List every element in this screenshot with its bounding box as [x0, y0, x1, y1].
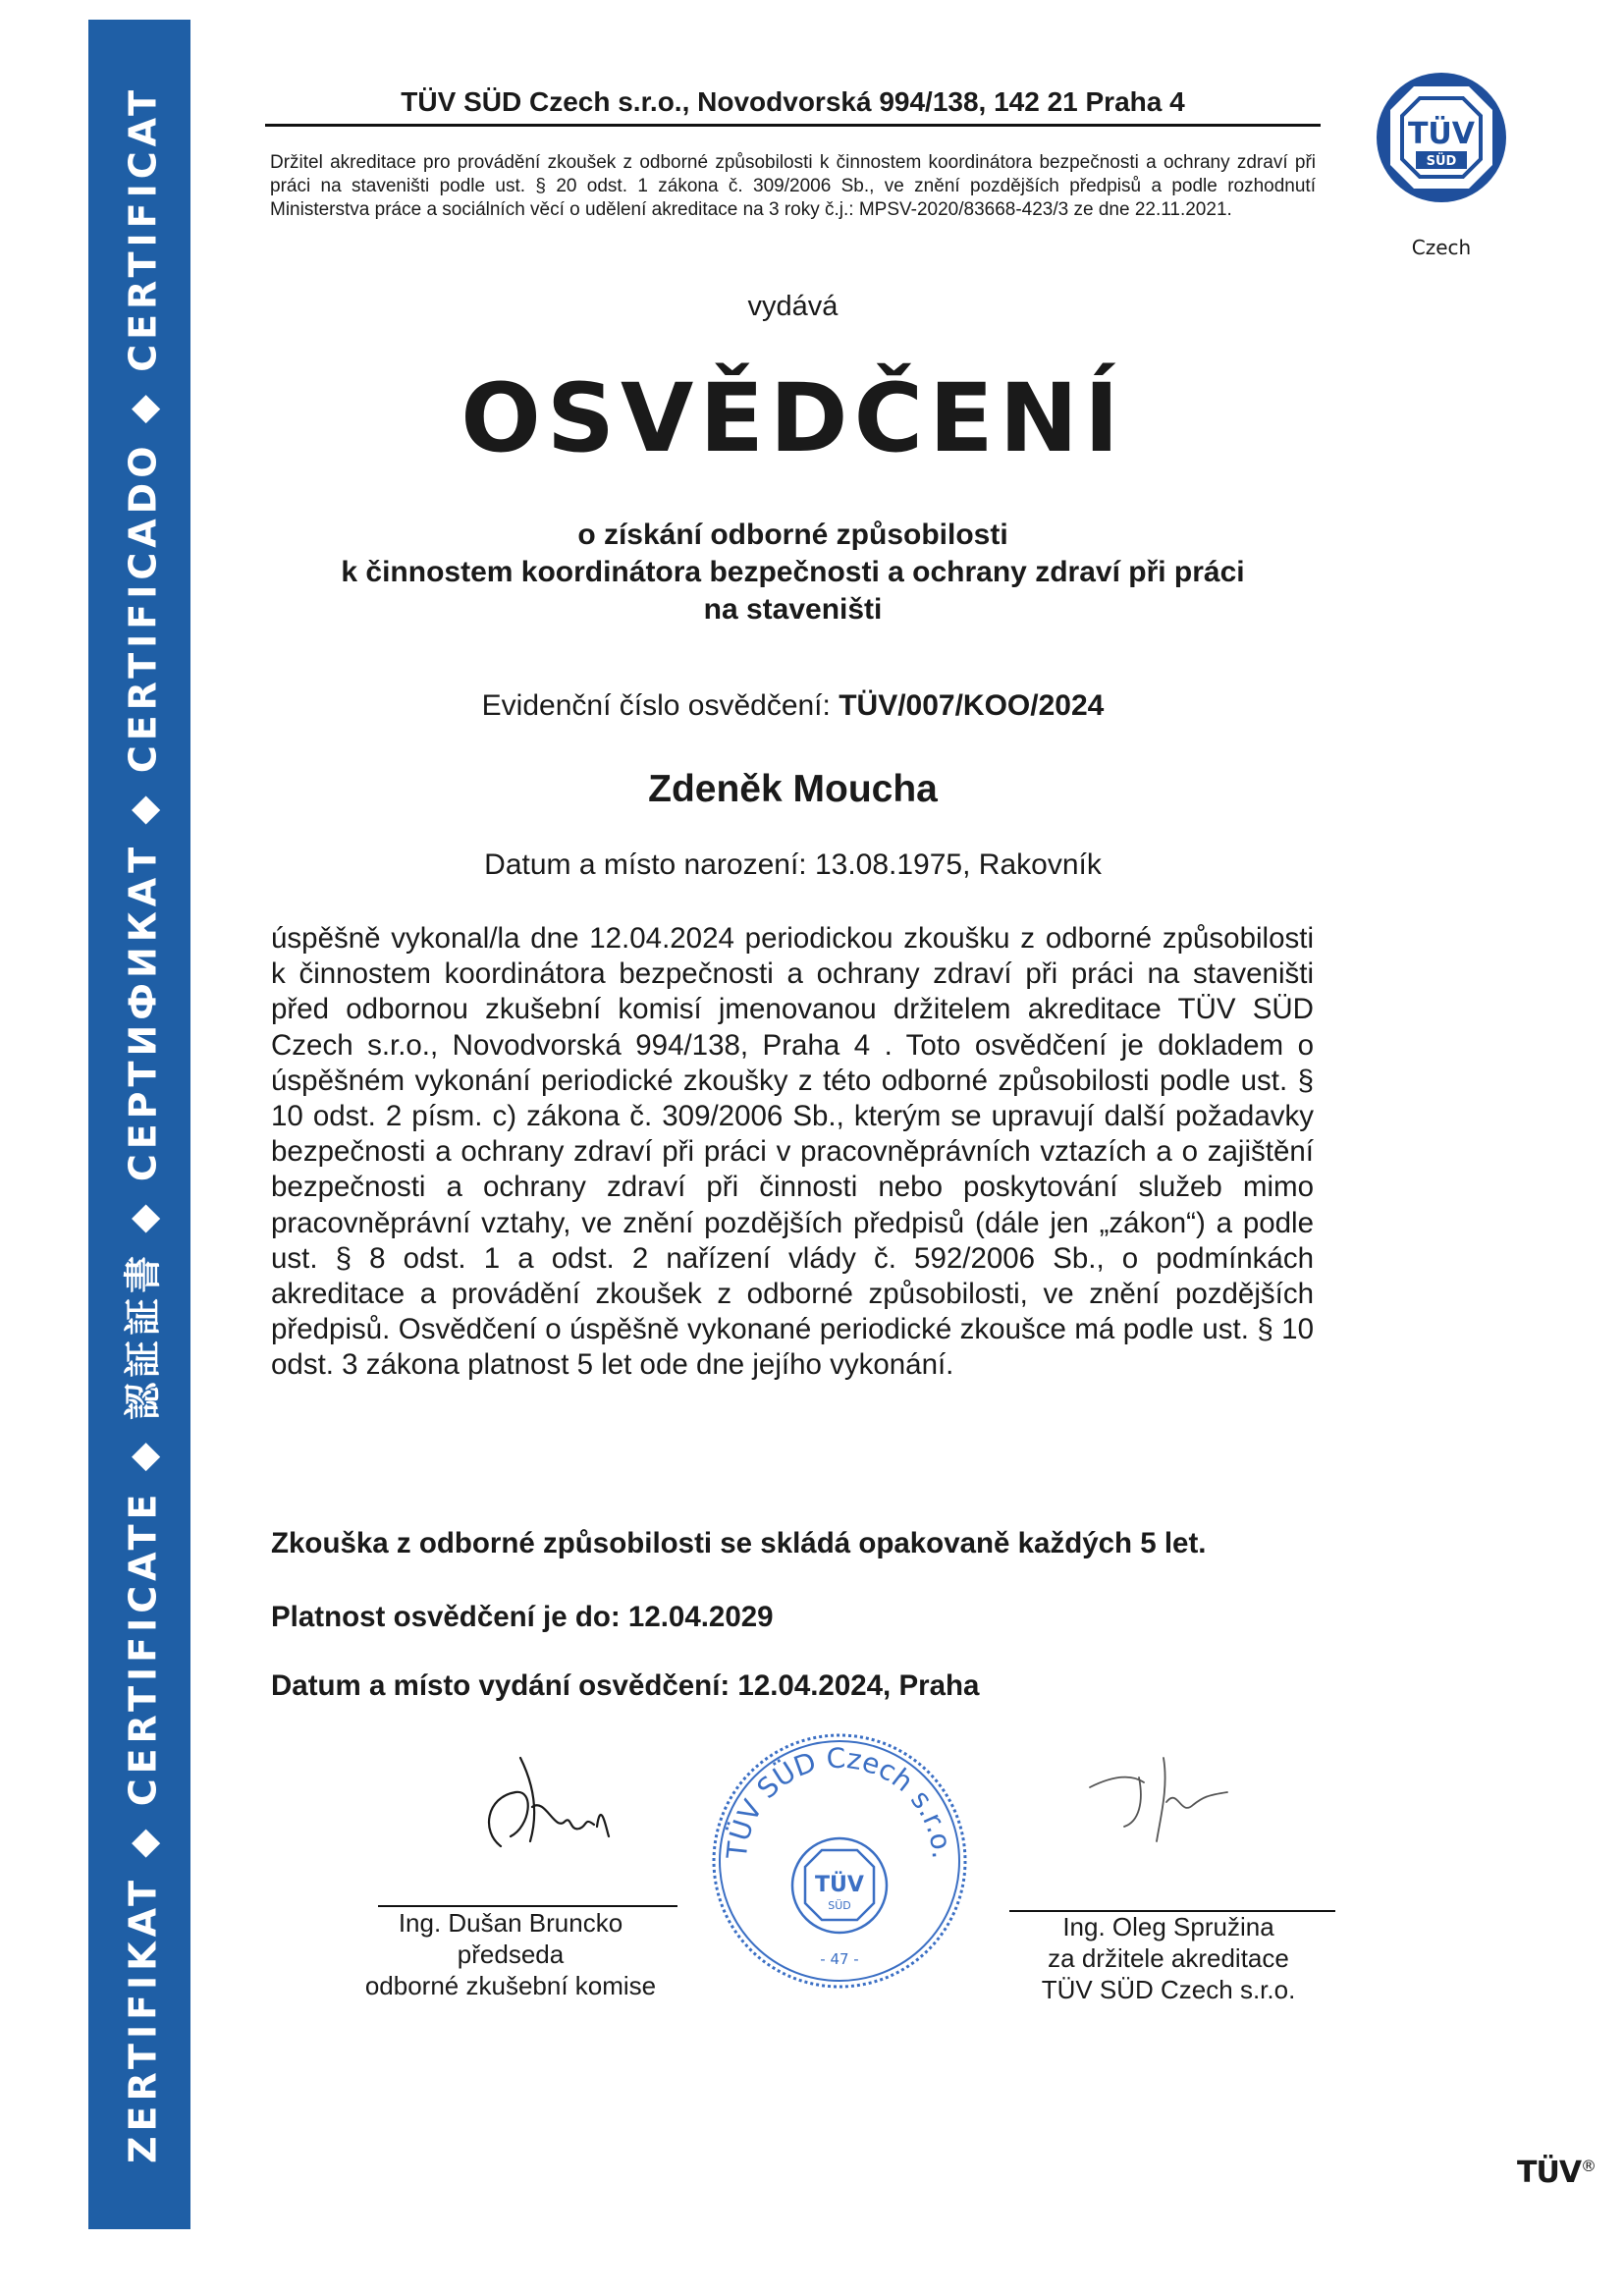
left-signatory-name: Ing. Dušan Bruncko: [398, 1908, 623, 1938]
stamp-logo-tuv: TÜV: [815, 1873, 864, 1897]
left-signature-block: [344, 1907, 677, 2001]
right-signatory-role: za držitele akreditace: [1048, 1943, 1289, 1973]
left-signatory-role-2: odborné zkušební komise: [364, 1971, 657, 2000]
validity-date: Platnost osvědčení je do: 12.04.2029: [271, 1601, 774, 1633]
issue-date-place: Datum a místo vydání osvědčení: 12.04.2024, Praha: [271, 1669, 980, 1702]
certificate-title: OSVĚDČENÍ: [460, 363, 1125, 473]
stamp-arc-text: TÜV SÜD Czech s.r.o.: [720, 1741, 959, 1861]
stamp-number: - 47 -: [820, 1950, 859, 1968]
footer-tuv-logo: [1517, 2156, 1596, 2190]
side-band-text: ZERTIFIKAT ◆ CERTIFICATE ◆ 認証証書 ◆ СЕРТИФИКАТ ◆ CERTIFICADO ◆ CERTIFICAT: [121, 84, 165, 2164]
accreditation-text: Držitel akreditace pro provádění zkoušek z odborné způsobilosti k činnostem koordinátora bezpečnosti a ochrany zdraví při práci na staveništi podle ust. § 20 odst. 1 zákona č. 309/2006 Sb., ve znění pozdějších předpisů a podle rozhodnutí Ministerstva práce a sociálních věcí o udělení akreditace na 3 roky č.j.: MPSV-2020/83668-423/3 ze dne 22.11.2021.: [270, 152, 1316, 220]
tuv-sud-logo: [1373, 69, 1510, 206]
right-signatory-name: Ing. Oleg Spružina: [1062, 1912, 1274, 1941]
certificate-side-band: [88, 20, 190, 2229]
subtitle-line-3: na staveništi: [703, 593, 883, 626]
right-signature: [1070, 1748, 1267, 1856]
subtitle-line-1: o získání odborné způsobilosti: [577, 519, 1008, 551]
footer-logo-text: TÜV: [1517, 2156, 1582, 2190]
right-signature-block: [1001, 1911, 1335, 2005]
registered-mark: ®: [1581, 2157, 1597, 2175]
certificate-subtitle: [265, 517, 1321, 629]
holder-name: Zdeněk Moucha: [648, 768, 938, 810]
official-stamp: [707, 1728, 972, 1994]
evidence-label: Evidenční číslo osvědčení:: [481, 689, 831, 722]
issues-label: vydává: [747, 291, 839, 322]
logo-sud-text: SÜD: [1426, 154, 1457, 169]
issuer-header: TÜV SÜD Czech s.r.o., Novodvorská 994/138, 142 21 Praha 4: [265, 86, 1321, 127]
birth-info: Datum a místo narození: 13.08.1975, Rakovník: [484, 848, 1102, 881]
evidence-number-line: [265, 689, 1321, 723]
subtitle-line-2: k činnostem koordinátora bezpečnosti a ochrany zdraví při práci: [341, 556, 1245, 588]
certificate-body-text: úspěšně vykonal/la dne 12.04.2024 periodickou zkoušku z odborné způsobilosti k činnostem koordinátora bezpečnosti a ochrany zdraví při práci na staveništi před odbornou zkušební komisí jmenovanou držitelem akreditace TÜV SÜD Czech s.r.o., Novodvorská 994/138, Praha 4 . Toto osvědčení je dokladem o úspěšném vykonání periodické zkoušky z této odborné způsobilosti podle ust. § 10 odst. 2 písm. c) zákona č. 309/2006 Sb., kterým se upravují další požadavky bezpečnosti a ochrany zdraví při práci v pracovněprávních vztazích a o zajištění bezpečnosti a ochrany zdraví při činnosti nebo poskytování služeb mimo pracovněprávní vztahy, ve znění pozdějších předpisů (dále jen „zákon“) a podle ust. § 8 odst. 1 a odst. 2 nařízení vlády č. 592/2006 Sb., o podmínkách akreditace a provádění zkoušek z odborné způsobilosti, ve znění pozdějších předpisů. Osvědčení o úspěšně vykonané periodické zkoušce má podle ust. § 10 odst. 3 zákona platnost 5 let ode dne jejího vykonání.: [271, 922, 1314, 1382]
logo-tuv-text: TÜV: [1407, 117, 1476, 151]
repeat-note: Zkouška z odborné způsobilosti se skládá opakovaně každých 5 let.: [271, 1527, 1207, 1559]
right-signatory-org: TÜV SÜD Czech s.r.o.: [1041, 1975, 1296, 2004]
evidence-number: TÜV/007/KOO/2024: [839, 689, 1105, 722]
stamp-logo-sud: SÜD: [828, 1899, 851, 1912]
logo-caption: Czech: [1411, 236, 1472, 259]
left-signature: [461, 1738, 628, 1866]
left-signatory-role: předseda: [457, 1940, 565, 1969]
